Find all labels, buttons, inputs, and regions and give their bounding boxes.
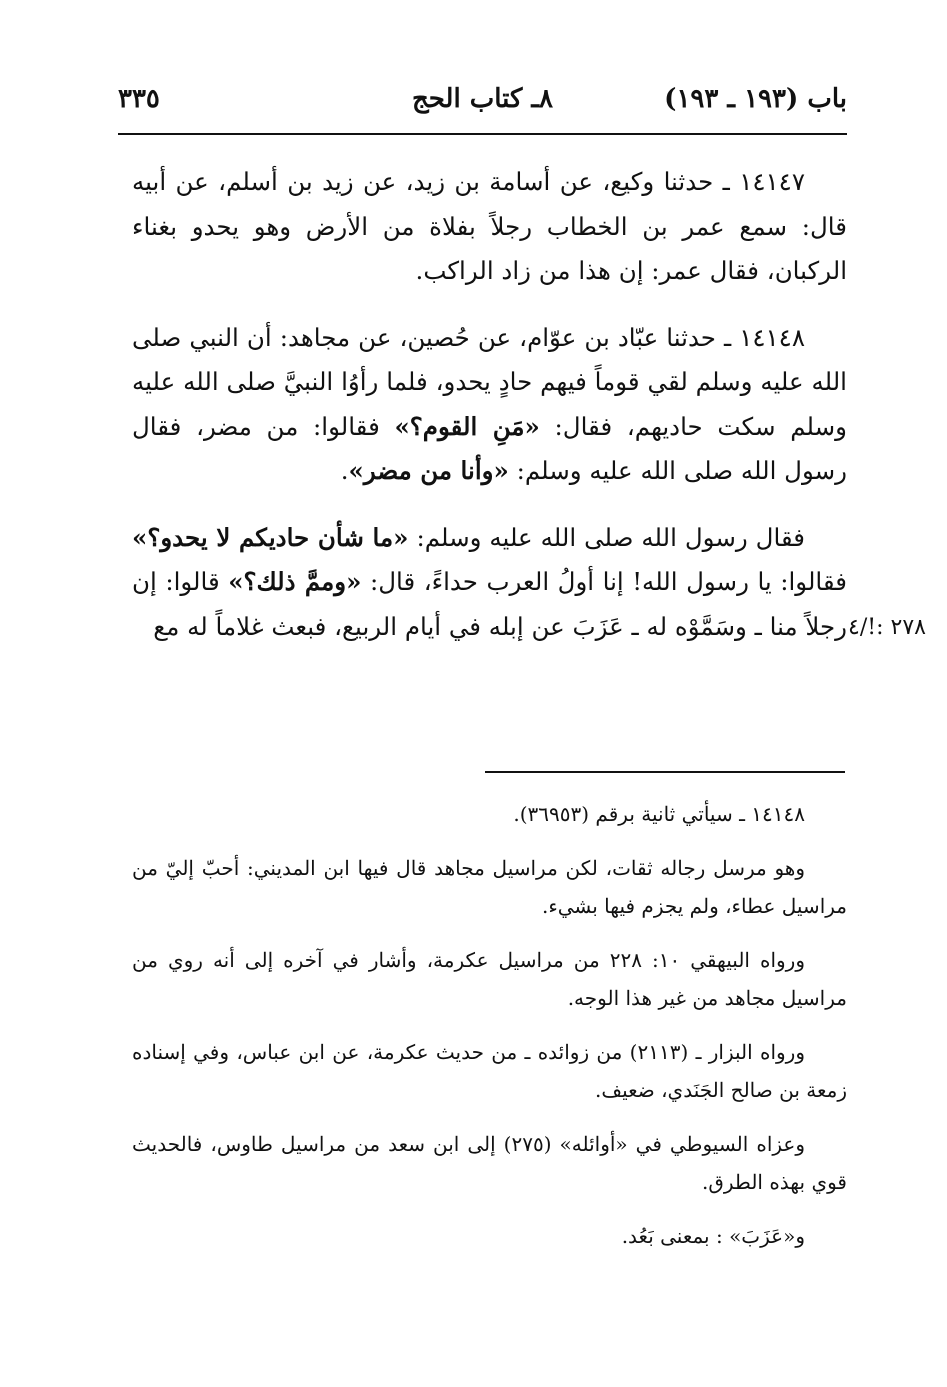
prophet-quote: «وأنا من مضر» bbox=[348, 456, 509, 485]
running-header bbox=[118, 84, 847, 124]
book-title: ٨ـ كتاب الحج bbox=[411, 84, 554, 114]
hadith-text: . bbox=[340, 456, 349, 485]
footnote-rule bbox=[485, 771, 845, 773]
hadith-text: قالوا: إن رجلاً منا ـ وسَمَّوْه له ـ عَزَبَ عن إبله في أيام الربيع، فبعث غلاماً له مع bbox=[132, 567, 847, 641]
prophet-quote: «وممَّ ذلك؟» bbox=[228, 567, 362, 596]
footnote: ١٤١٤٨ ـ سيأتي ثانية برقم (٣٦٩٥٣). bbox=[513, 802, 805, 826]
hadith-text: فقال رسول الله صلى الله عليه وسلم: bbox=[416, 522, 806, 552]
footnotes bbox=[132, 795, 847, 1271]
prophet-quote: «ما شأن حاديكم لا يحدو؟» bbox=[132, 522, 409, 552]
footnote: ورواه البزار ـ (٢١١٣) من زوائده ـ من حديث عكرمة، عن ابن عباس، وفي إسناده زمعة بن صالح الجَنَدي، ضعيف. bbox=[132, 1040, 847, 1102]
page-number: ٣٣٥ bbox=[118, 84, 160, 114]
footnote: ورواه البيهقي ١٠: ٢٢٨ من مراسيل عكرمة، وأشار في آخره إلى أنه روي من مراسيل مجاهد من غير هذا الوجه. bbox=[132, 948, 847, 1010]
margin-reference: ٢٧٨ :!/٤ bbox=[848, 615, 926, 640]
hadith-continuation bbox=[132, 516, 847, 650]
hadith-text: فقالوا: يا رسول الله! إنا أولُ العرب حداءً، قال: bbox=[369, 567, 847, 596]
hadith-text: فقالوا: من مضر، فقال رسول الله صلى الله عليه وسلم: bbox=[132, 411, 847, 485]
hadith-14148 bbox=[132, 316, 847, 494]
prophet-quote: «مَنِ القوم؟» bbox=[394, 411, 540, 441]
footnote: وهو مرسل رجاله ثقات، لكن مراسيل مجاهد قال فيها ابن المديني: أحبّ إليّ من مراسيل عطاء، ولم يجزم فيها بشيء. bbox=[132, 856, 847, 918]
main-text bbox=[132, 160, 847, 671]
footnote: و«عَزَبَ» : بمعنى بَعُد. bbox=[621, 1224, 805, 1248]
hadith-text: ١٤١٤٨ ـ حدثنا عبّاد بن عوّام، عن حُصين، عن مجاهد: أن النبي صلى الله عليه وسلم لقي قوماً فيهم حادٍ يحدو، فلما رأوُا النبيَّ صلى الله عليه وسلم سكت حاديهم، فقال: bbox=[132, 322, 847, 441]
header-rule bbox=[118, 133, 847, 135]
chapter-range: باب (١٩٣ ـ ١٩٣) bbox=[664, 84, 847, 114]
footnote: وعزاه السيوطي في «أوائله» (٢٧٥) إلى ابن سعد من مراسيل طاوس، فالحديث قوي بهذه الطرق. bbox=[132, 1132, 847, 1194]
hadith-14147: ١٤١٤٧ ـ حدثنا وكيع، عن أسامة بن زيد، عن زيد بن أسلم، عن أبيه قال: سمع عمر بن الخطاب رجلاً بفلاة من الأرض وهو يحدو بغناء الركبان، فقال عمر: إن هذا من زاد الراكب. bbox=[132, 167, 847, 285]
